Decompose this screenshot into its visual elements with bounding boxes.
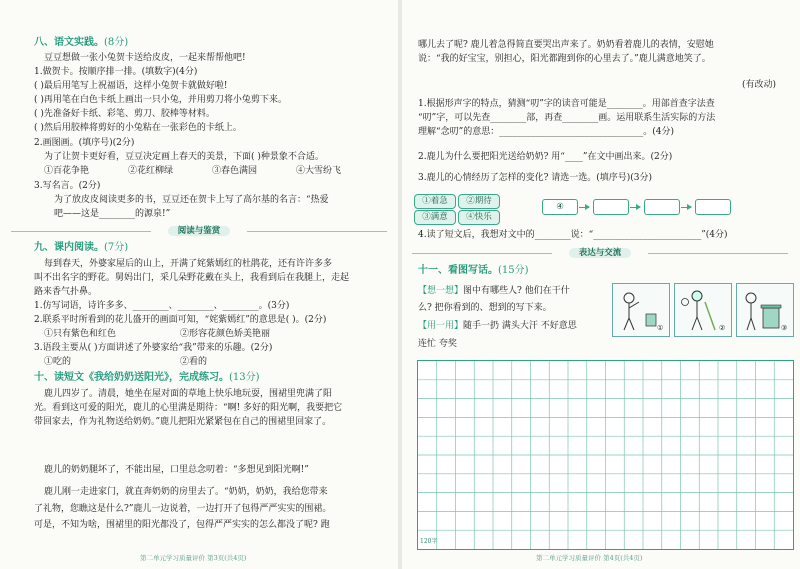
- story-line-3: 带回家去，作为礼物送给奶奶。”鹿儿把阳光紧紧包在自己的围裙里回家了。: [34, 417, 332, 427]
- r-question-1c: 理解“念叨”的意思：________________________________。(4分): [418, 127, 674, 137]
- picture-panel-3: [736, 283, 794, 337]
- section-9-heading: 九、课内阅读。: [34, 242, 104, 253]
- word-count-mark: 120字: [420, 538, 438, 545]
- story-line-5: 鹿儿刚一走进家门，就直奔奶奶的房里去了。“奶奶，奶奶，我给您带来: [44, 487, 328, 497]
- left-page: [0, 0, 398, 569]
- story-line-7: 可是，不知为啥，围裙里的阳光都没了，包得严严实实的怎么都没了呢? 跑: [34, 520, 330, 530]
- flow-box-4: [695, 199, 731, 215]
- section-11-points: (15分): [498, 265, 529, 276]
- banner-reading: [159, 225, 239, 237]
- story-cont-line-2: 说：“我的好宝宝，别担心，阳光都跑到你的心里去了。”鹿儿满意地笑了。: [418, 54, 711, 64]
- q2-option-2: ②花红柳绿: [128, 166, 174, 176]
- section-8-points: (8分): [104, 37, 129, 48]
- question-2: 2.画图画。(填序号)(2分): [34, 138, 135, 148]
- think-label: 【想一想】: [418, 286, 464, 296]
- panel-2-number: ②: [719, 324, 726, 332]
- section-8-title: [34, 37, 128, 49]
- flow-box-3: [644, 199, 680, 215]
- source-note: (有改动): [742, 80, 777, 90]
- q2-option-1: ①百花争艳: [44, 166, 90, 176]
- mood-option-2: ②期待: [458, 194, 500, 209]
- right-footer: 第二单元学习质量评价 第4页(共4页): [536, 554, 643, 562]
- story-picture: [612, 283, 792, 335]
- passage-line-3: 路来香气扑鼻。: [34, 287, 98, 297]
- s9-q2-option-1: ①只有紫色和红色: [44, 329, 117, 339]
- mood-option-3: ③满意: [414, 210, 456, 225]
- panel-3-number: ③: [781, 324, 788, 332]
- story-cont-line-1: 哪儿去了呢? 鹿儿着急得简直要哭出声来了。奶奶看着鹿儿的表情，安慰她: [418, 40, 714, 50]
- q2-option-4: ④大雪纷飞: [296, 166, 342, 176]
- s9-q2-option-2: ②形容花颜色娇美艳丽: [180, 329, 271, 339]
- step-3: ( )先准备好卡纸、彩笔、剪刀、胶棒等材料。: [34, 109, 215, 119]
- passage-line-2: 叫不出名字的野花。舅妈出门，采几朵野花戴在头上，我看到后在我腿上，走起: [34, 273, 350, 283]
- step-1: ( )最后用笔写上祝福语，这样小兔贺卡就做好啦!: [34, 81, 228, 91]
- r-question-2: 2.鹿儿为什么要把阳光送给奶奶? 用“____”在文中画出来。(2分): [418, 152, 673, 162]
- question-2-text: 为了让贺卡更好看，豆豆决定画上春天的美景，下面( )种景象不合适。: [44, 152, 324, 162]
- banner-reading-label: 阅读与鉴赏: [168, 226, 231, 236]
- r-question-3: 3.鹿儿的心情经历了怎样的变化? 请选一选。(填序号)(3分): [418, 173, 653, 183]
- story-line-2: 光。看到这可爱的阳光，鹿儿的心里满是期待：“啊! 多好的阳光啊，我要把它: [34, 403, 343, 413]
- writing-grid: [417, 360, 794, 550]
- q2-option-3: ③春色满园: [212, 166, 258, 176]
- mood-option-4: ④快乐: [458, 210, 500, 225]
- section-8-intro: 豆豆想做一张小兔贺卡送给皮皮，一起来帮帮他吧!: [44, 53, 246, 63]
- question-3-text-2: 吧——这是________的源泉!”: [54, 209, 171, 219]
- left-footer: 第二单元学习质量评价 第3页(共4页): [140, 554, 247, 562]
- picture-panel-2: [674, 283, 732, 337]
- mood-option-1: ①着急: [414, 194, 456, 209]
- question-3-text-1: 为了放皮皮阅读更多的书，豆豆还在贺卡上写了高尔基的名言：“热爱: [54, 195, 329, 205]
- use-prompt: [418, 320, 577, 332]
- picture-panel-1: [612, 283, 670, 337]
- section-10-title: [34, 372, 260, 384]
- section-11-title: [418, 265, 529, 277]
- think-text-1: 图中有哪些人? 他们在干什: [463, 286, 570, 296]
- section-9-title: [34, 242, 128, 254]
- section-9-points: (7分): [104, 242, 129, 253]
- section-11-heading: 十一、看图写话。: [418, 265, 498, 276]
- think-prompt: [418, 285, 570, 297]
- s9-q3-option-1: ①吃的: [44, 357, 72, 367]
- story-line-4: 鹿儿的奶奶腿坏了，不能出屋，口里总念叨着：“多想见到阳光啊!”: [44, 465, 309, 475]
- step-2: ( )再用笔在白色卡纸上画出一只小兔，并用剪刀将小兔剪下来。: [34, 95, 287, 105]
- r-question-4: 4.读了短文后，我想对文中的________说：“________________________”(4分): [418, 230, 728, 240]
- r-question-1a: 1.根据形声字的特点，猜测“叨”字的读音可能是________。用部首查字法查: [418, 99, 715, 109]
- section-8-heading: 八、语文实践。: [34, 37, 104, 48]
- question-1: 1.做贺卡。按顺序排一排。(填数字)(4分): [34, 67, 198, 77]
- story-line-6: 了礼物，您瞧这是什么?”鹿儿一边说着，一边打开了包得严严实实的围裙。: [34, 504, 332, 514]
- use-words: 随手一扔 满头大汗 不好意思: [463, 321, 577, 331]
- story-line-1: 鹿儿四岁了。清晨，她坐在屋对面的草地上快乐地玩耍，围裙里兜满了阳: [44, 389, 333, 399]
- s9-question-2: 2.联系平时所看到的花儿盛开的画面可知，“姹紫嫣红”的意思是( )。(2分): [34, 315, 327, 325]
- question-3: 3.写名言。(2分): [34, 181, 101, 191]
- banner-expression: [560, 247, 640, 259]
- passage-line-1: 每到春天，外婆家屋后的山上，开满了姹紫嫣红的杜鹃花，还有许许多多: [44, 259, 333, 269]
- s9-question-1: 1.仿写词语，诗许多多、________、________、________。(3分): [34, 301, 290, 311]
- right-page: [402, 0, 800, 569]
- r-question-1b: “叨”字，可以先查________部，再查________画。运用联系生活实际的方法: [418, 113, 716, 123]
- use-words-2: 连忙 夸奖: [418, 339, 457, 349]
- section-10-heading: 十、读短文《我给奶奶送阳光》，完成练习。: [34, 372, 229, 383]
- step-4: ( )然后用胶棒将剪好的小兔粘在一张彩色的卡纸上。: [34, 123, 242, 133]
- s9-question-3: 3.语段主要从( )方面讲述了外婆家给“我”带来的乐趣。(2分): [34, 343, 273, 353]
- section-10-points: (13分): [229, 372, 260, 383]
- flow-box-2: [593, 199, 629, 215]
- think-text-2: 么? 把你看到的、想到的写下来。: [418, 303, 552, 313]
- flow-arrow-icon: [630, 207, 640, 208]
- flow-arrow-icon: [681, 207, 691, 208]
- panel-1-number: ①: [657, 324, 664, 332]
- flow-box-1: ④: [542, 199, 578, 215]
- flow-arrow-icon: [579, 207, 589, 208]
- use-label: 【用一用】: [418, 321, 464, 331]
- s9-q3-option-2: ②看的: [180, 357, 208, 367]
- banner-expression-label: 表达与交流: [569, 248, 632, 258]
